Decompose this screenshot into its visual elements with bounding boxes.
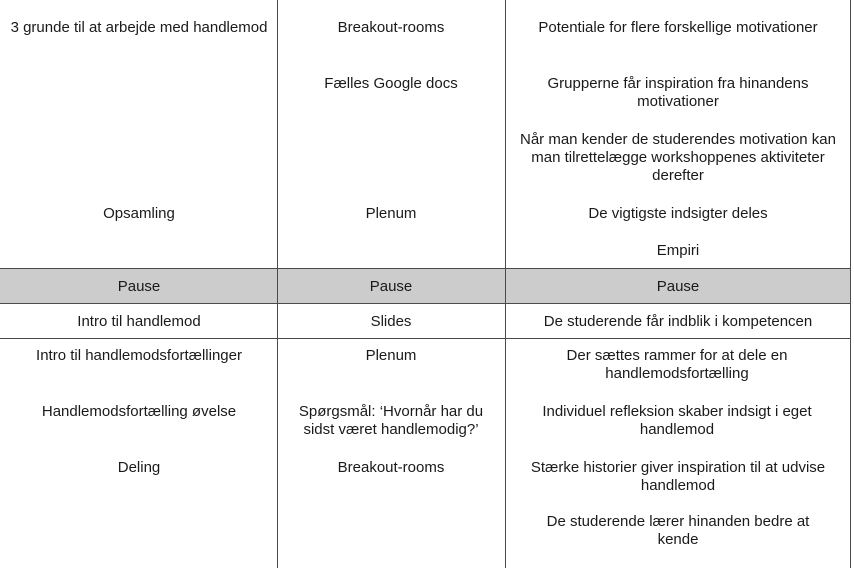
table-cell [512, 205, 844, 223]
pause-label: Pause [369, 278, 413, 295]
table-right-border [850, 0, 851, 568]
purpose-text: Grupperne får inspiration fra hinandens motivationer [547, 75, 809, 110]
column-divider [277, 0, 278, 568]
method-text: Plenum [365, 205, 417, 222]
table-cell [545, 347, 809, 383]
table-cell [518, 131, 838, 185]
table-cell [6, 205, 272, 223]
row-divider [0, 338, 851, 339]
method-text: Breakout-rooms [337, 19, 445, 36]
purpose-text: De studerende lærer hinanden bedre at kende [546, 513, 810, 548]
table-cell [512, 242, 844, 260]
table-cell [6, 347, 272, 365]
purpose-text: Der sættes rammer for at dele en handlemodsfortælling [566, 347, 788, 382]
activity-text: Intro til handlemodsfortællinger [36, 347, 242, 364]
table-cell [6, 403, 272, 421]
purpose-text: De studerende får indblik i kompetencen [543, 313, 813, 330]
purpose-text: De vigtigste indsigter deles [588, 205, 768, 222]
purpose-text: Empiri [656, 242, 700, 259]
column-divider [505, 0, 506, 568]
purpose-text: Potentiale for flere forskellige motivationer [538, 19, 818, 36]
table-cell [284, 19, 498, 37]
method-text: Fælles Google docs [324, 75, 458, 92]
activity-text: 3 grunde til at arbejde med handlemod [10, 19, 268, 36]
table-cell [284, 347, 498, 365]
row-divider [0, 303, 851, 304]
table-cell [6, 278, 272, 296]
table-cell [526, 403, 828, 439]
purpose-text: Når man kender de studerendes motivation kan man tilrettelægge workshoppenes aktiviteter derefter [519, 131, 836, 184]
table-cell [528, 513, 828, 549]
activity-text: Deling [117, 459, 161, 476]
table-cell [512, 278, 844, 296]
activity-text: Handlemodsfortælling øvelse [41, 403, 237, 420]
method-text: Spørgsmål: ‘Hvornår har du sidst været handlemodig?’ [298, 403, 484, 438]
table-cell [6, 313, 272, 331]
method-text: Breakout-rooms [337, 459, 445, 476]
method-text: Plenum [365, 347, 417, 364]
table-cell [530, 75, 826, 111]
table-cell [288, 403, 494, 439]
table-cell [284, 313, 498, 331]
table-cell [284, 459, 498, 477]
table-cell [6, 459, 272, 477]
table-cell [516, 459, 840, 495]
table-cell [284, 205, 498, 223]
activity-text: Intro til handlemod [77, 313, 201, 330]
table-cell [512, 313, 844, 331]
activity-text: Opsamling [103, 205, 175, 222]
table-cell [284, 75, 498, 93]
purpose-text: Individuel refleksion skaber indsigt i eget handlemod [542, 403, 812, 438]
table-cell [284, 278, 498, 296]
method-text: Slides [370, 313, 412, 330]
table-cell [512, 19, 844, 37]
pause-label: Pause [117, 278, 161, 295]
pause-label: Pause [656, 278, 700, 295]
row-divider [0, 268, 851, 269]
purpose-text: Stærke historier giver inspiration til at udvise handlemod [530, 459, 826, 494]
table-cell [6, 19, 272, 37]
